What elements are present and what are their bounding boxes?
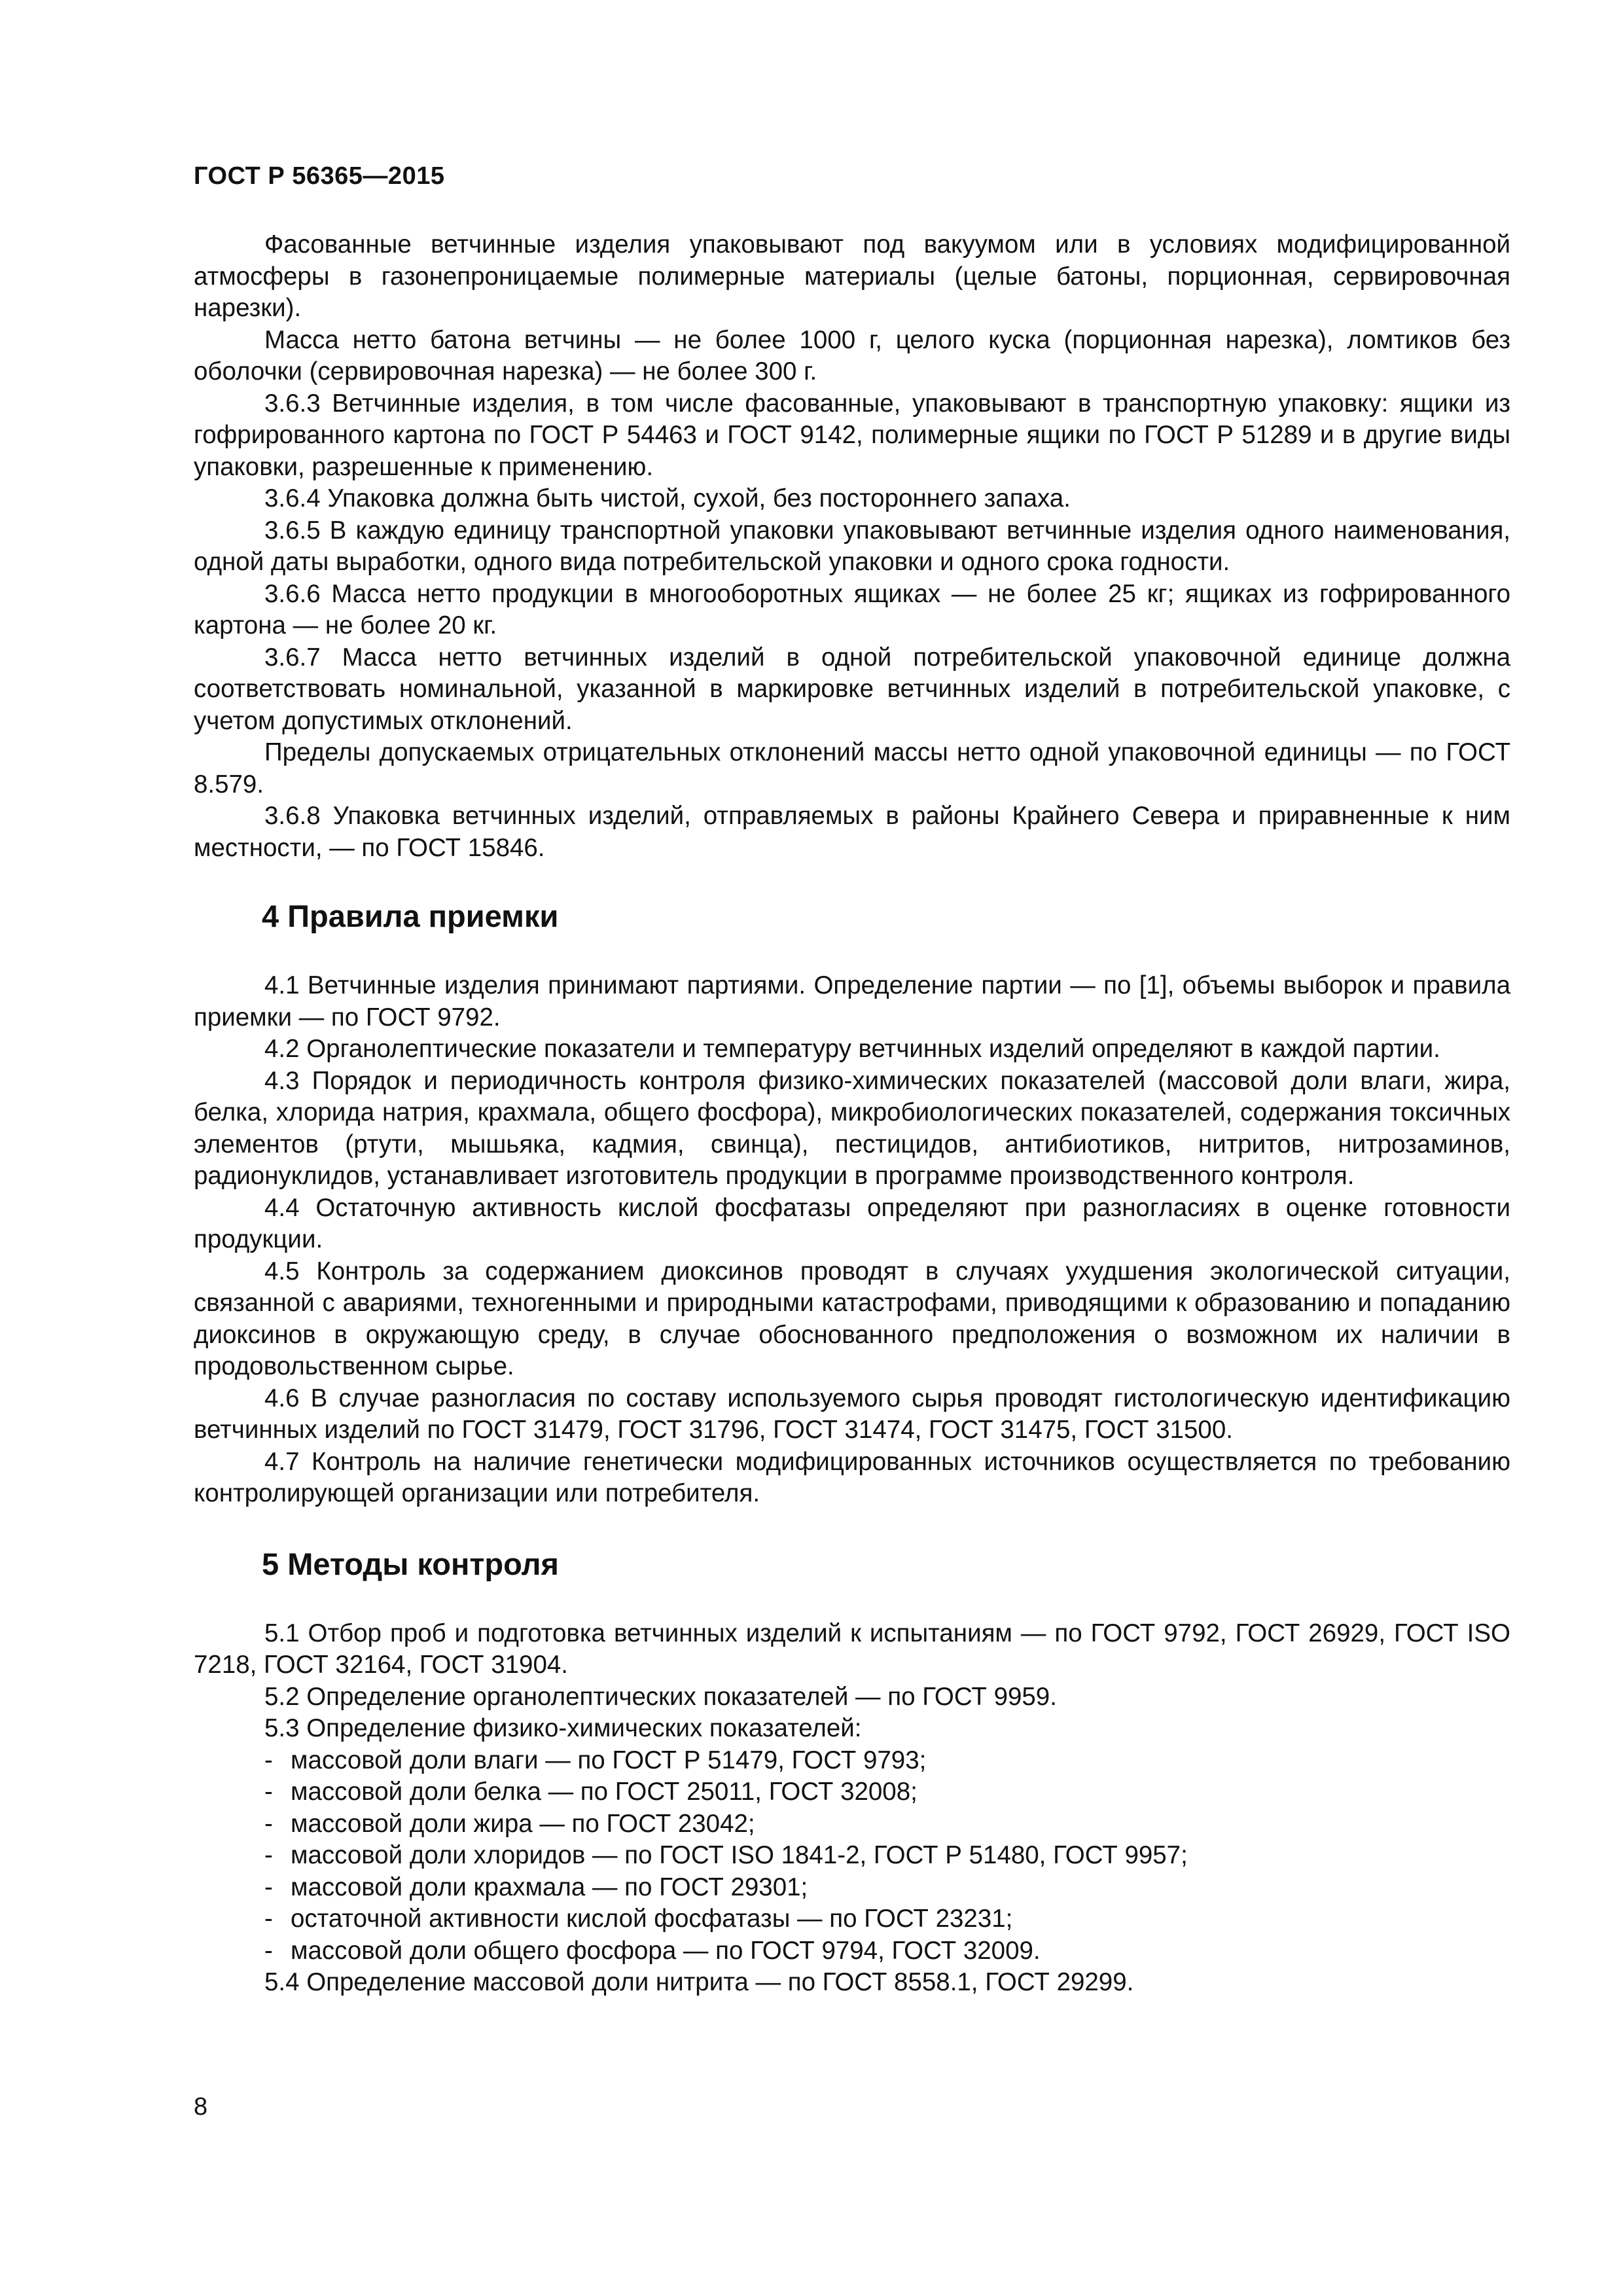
paragraph-packaging-vacuum: Фасованные ветчинные изделия упаковывают под вакуумом или в условиях модифицированной атмосферы в газонепроницаемые полимерные материалы (целые батоны, порционная, сервировочная нарезки). bbox=[194, 230, 1510, 322]
dash-bullet: - bbox=[264, 1746, 273, 1774]
section-4-body bbox=[194, 970, 1510, 1510]
list-item bbox=[194, 1776, 1510, 1808]
dash-bullet: - bbox=[264, 1778, 273, 1806]
dash-bullet: - bbox=[264, 1841, 273, 1869]
section-5-heading: 5 Методы контроля bbox=[262, 1546, 559, 1581]
section-5-body bbox=[194, 1618, 1510, 1999]
clause-4-1: 4.1 Ветчинные изделия принимают партиями. Определение партии — по [1], объемы выборок и правила приемки — по ГОСТ 9792. bbox=[194, 971, 1510, 1031]
clause-4-3: 4.3 Порядок и периодичность контроля физико-химических показателей (массовой доли влаги, жира, белка, хлорида натрия, крахмала, общего фосфора), микробиологических показателей, содержания токсичных элементов (ртути, мышьяка, кадмия, свинца), пестицидов, антибиотиков, нитритов, нитрозаминов, радионуклидов, устанавливает изготовитель продукции в программе производственного контроля. bbox=[194, 1066, 1510, 1190]
list-item bbox=[194, 1745, 1510, 1777]
list-item-text: массовой доли белка — по ГОСТ 25011, ГОСТ 32008; bbox=[291, 1778, 918, 1806]
clause-3-6-4: 3.6.4 Упаковка должна быть чистой, сухой, без постороннего запаха. bbox=[264, 484, 1071, 512]
clause-3-6-5: 3.6.5 В каждую единицу транспортной упаковки упаковывают ветчинные изделия одного наименования, одной даты выработки, одного вида потребительской упаковки и одного срока годности. bbox=[194, 516, 1510, 576]
clause-3-6-3: 3.6.3 Ветчинные изделия, в том числе фасованные, упаковывают в транспортную упаковку: ящики из гофрированного картона по ГОСТ Р 54463 и ГОСТ 9142, полимерные ящики по ГОСТ Р 51289 и в другие виды упаковки, разрешенные к применению. bbox=[194, 389, 1510, 481]
paragraph-tolerance-limits: Пределы допускаемых отрицательных отклонений массы нетто одной упаковочной единицы — по ГОСТ 8.579. bbox=[194, 738, 1510, 798]
section-4-heading: 4 Правила приемки bbox=[262, 899, 559, 933]
list-item bbox=[194, 1903, 1510, 1935]
clause-4-7: 4.7 Контроль на наличие генетически модифицированных источников осуществляется по требованию контролирующей организации или потребителя. bbox=[194, 1447, 1510, 1507]
document-code-header: ГОСТ Р 56365—2015 bbox=[194, 162, 445, 190]
clause-3-6-8: 3.6.8 Упаковка ветчинных изделий, отправляемых в районы Крайнего Севера и приравненные к ним местности, — по ГОСТ 15846. bbox=[194, 802, 1510, 862]
list-item-text: массовой доли влаги — по ГОСТ Р 51479, ГОСТ 9793; bbox=[291, 1746, 927, 1774]
list-item-text: массовой доли хлоридов — по ГОСТ ISO 1841-2, ГОСТ Р 51480, ГОСТ 9957; bbox=[291, 1841, 1188, 1869]
clause-5-1: 5.1 Отбор проб и подготовка ветчинных изделий к испытаниям — по ГОСТ 9792, ГОСТ 26929, ГОСТ ISO 7218, ГОСТ 32164, ГОСТ 31904. bbox=[194, 1619, 1510, 1679]
list-item bbox=[194, 1808, 1510, 1840]
clause-5-3: 5.3 Определение физико-химических показателей: bbox=[264, 1714, 862, 1742]
physicochemical-methods-list bbox=[194, 1745, 1510, 1967]
dash-bullet: - bbox=[264, 1873, 273, 1901]
page-number: 8 bbox=[194, 2093, 208, 2121]
clause-4-4: 4.4 Остаточную активность кислой фосфатазы определяют при разногласиях в оценке готовности продукции. bbox=[194, 1193, 1510, 1253]
list-item-text: массовой доли общего фосфора — по ГОСТ 9794, ГОСТ 32009. bbox=[291, 1936, 1041, 1965]
paragraph-net-mass: Масса нетто батона ветчины — не более 1000 г, целого куска (порционная нарезка), ломтиков без оболочки (сервировочная нарезка) — не более 300 г. bbox=[194, 325, 1510, 386]
clause-3-6-6: 3.6.6 Масса нетто продукции в многооборотных ящиках — не более 25 кг; ящиках из гофрированного картона — не более 20 кг. bbox=[194, 579, 1510, 639]
dash-bullet: - bbox=[264, 1809, 273, 1838]
clause-3-6-7: 3.6.7 Масса нетто ветчинных изделий в одной потребительской упаковочной единице должна соответствовать номинальной, указанной в маркировке ветчинных изделий в потребительской упаковке, с учетом допустимых отклонений. bbox=[194, 643, 1510, 735]
document-page bbox=[194, 0, 1510, 2296]
list-item-text: массовой доли жира — по ГОСТ 23042; bbox=[291, 1809, 755, 1838]
list-item bbox=[194, 1872, 1510, 1904]
list-item bbox=[194, 1935, 1510, 1967]
list-item bbox=[194, 1840, 1510, 1872]
clause-4-5: 4.5 Контроль за содержанием диоксинов проводят в случаях ухудшения экологической ситуации, связанной с авариями, техногенными и природными катастрофами, приводящими к образованию и попаданию диоксинов в окружающую среду, в случае обоснованного предположения о возможном их наличии в продовольственном сырье. bbox=[194, 1257, 1510, 1380]
clause-4-6: 4.6 В случае разногласия по составу используемого сырья проводят гистологическую идентификацию ветчинных изделий по ГОСТ 31479, ГОСТ 31796, ГОСТ 31474, ГОСТ 31475, ГОСТ 31500. bbox=[194, 1384, 1510, 1444]
clause-5-4: 5.4 Определение массовой доли нитрита — по ГОСТ 8558.1, ГОСТ 29299. bbox=[264, 1968, 1134, 1996]
list-item-text: массовой доли крахмала — по ГОСТ 29301; bbox=[291, 1873, 808, 1901]
dash-bullet: - bbox=[264, 1936, 273, 1965]
section-3-continuation bbox=[194, 229, 1510, 864]
dash-bullet: - bbox=[264, 1905, 273, 1933]
clause-4-2: 4.2 Органолептические показатели и температуру ветчинных изделий определяют в каждой партии. bbox=[264, 1035, 1440, 1063]
list-item-text: остаточной активности кислой фосфатазы — по ГОСТ 23231; bbox=[291, 1905, 1013, 1933]
page-content bbox=[194, 229, 1510, 1999]
clause-5-2: 5.2 Определение органолептических показателей — по ГОСТ 9959. bbox=[264, 1682, 1057, 1711]
